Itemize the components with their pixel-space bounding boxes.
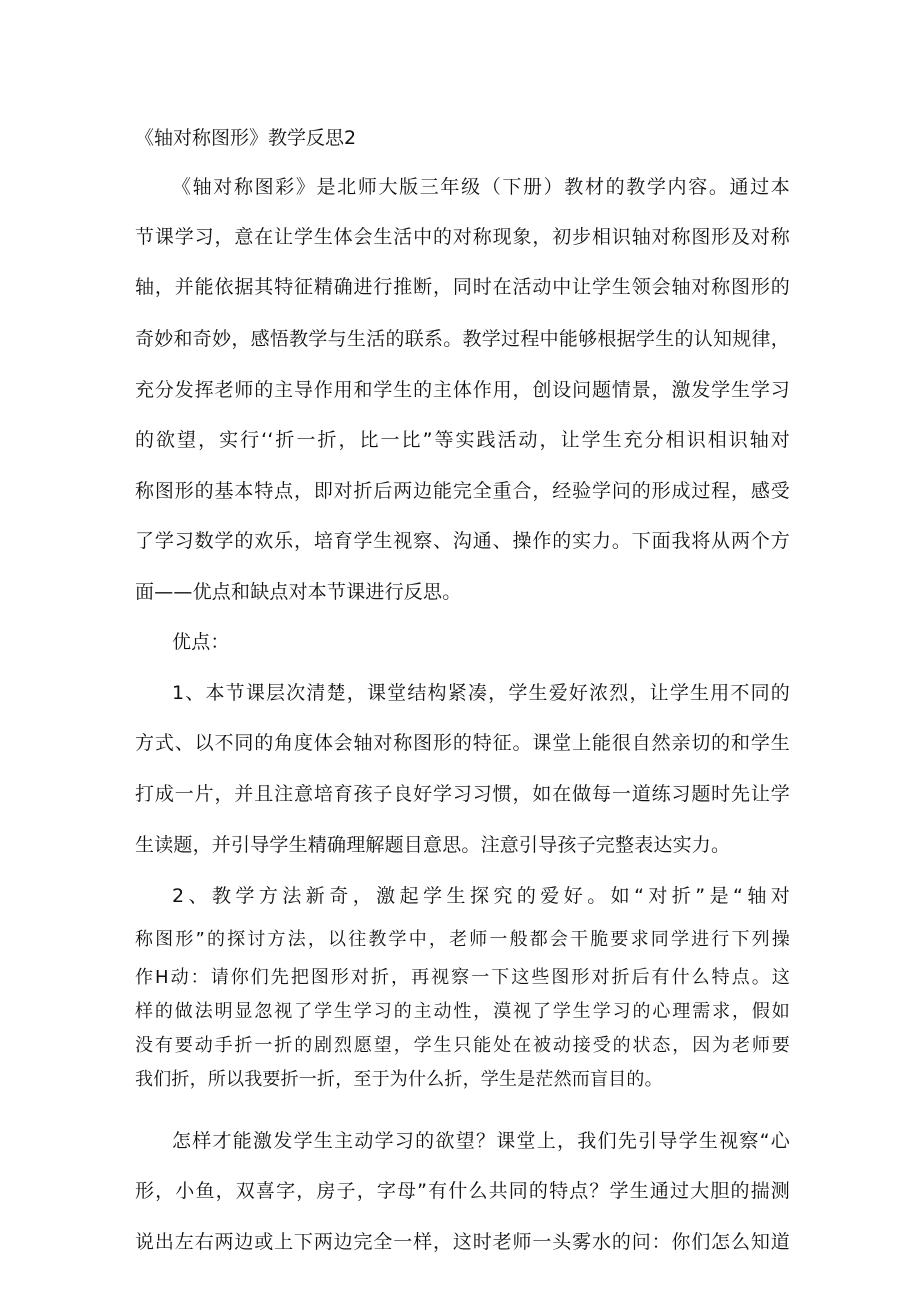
- paragraph-line: 充分发挥老师的主导作用和学生的主体作用，创设问题情景，激发学生学习: [135, 379, 790, 401]
- paragraph-line: 没有要动手折一折的剧烈愿望，学生只能处在被动接受的状态，因为老师要: [135, 1035, 790, 1056]
- paragraph-line: 2、教学方法新奇，激起学生探究的爱好。如“对折”是“轴对: [172, 885, 790, 907]
- paragraph-line: 打成一片，并且注意培育孩子良好学习习惯，如在做每一道练习题时先让学: [135, 783, 790, 805]
- paragraph-line: 的欲望，实行‘‘折一折，比一比”等实践活动，让学生充分相识相识轴对: [135, 429, 790, 451]
- paragraph-line: 称图形的基本特点，即对折后两边能完全重合，经验学问的形成过程，感受: [135, 480, 790, 502]
- paragraph-line: 节课学习，意在让学生体会生活中的对称现象，初步相识轴对称图形及对称: [135, 226, 790, 248]
- paragraph-line: 说出左右两边或上下两边完全一样，这时老师一头雾水的问：你们怎么知道: [135, 1231, 790, 1253]
- paragraph-line: 面——优点和缺点对本节课进行反思。: [135, 581, 462, 603]
- paragraph-line: 我们折，所以我要折一折，至于为什么折，学生是茫然而盲目的。: [135, 1069, 663, 1090]
- section-heading: 优点：: [172, 631, 230, 653]
- paragraph-line: 生读题，并引导学生精确理解题目意思。注意引导孩子完整表达实力。: [135, 834, 731, 856]
- document-title: 《轴对称图形》教学反思2: [135, 127, 357, 149]
- paragraph-line: 奇妙和奇妙，感悟教学与生活的联系。教学过程中能够根据学生的认知规律，: [135, 328, 790, 350]
- paragraph-line: 怎样才能激发学生主动学习的欲望？课堂上，我们先引导学生视察“心: [172, 1130, 790, 1152]
- paragraph-line: 方式、以不同的角度体会轴对称图形的特征。课堂上能很自然亲切的和学生: [135, 732, 790, 754]
- paragraph-line: 作H动：请你们先把图形对折，再视察一下这些图形对折后有什么特点。这: [135, 967, 790, 988]
- paragraph-line: 《轴对称图彩》是北师大版三年级（下册）教材的教学内容。通过本: [172, 176, 790, 198]
- paragraph-line: 1、本节课层次清楚，课堂结构紧凑，学生爱好浓烈，让学生用不同的: [172, 682, 790, 704]
- paragraph-line: 了学习数学的欢乐，培育学生视察、沟通、操作的实力。下面我将从两个方: [135, 530, 790, 552]
- paragraph-line: 称图形”的探讨方法，以往教学中，老师一般都会干脆要求同学进行下列操: [135, 929, 790, 950]
- paragraph-line: 形，小鱼，双喜字，房子，字母”有什么共同的特点？学生通过大胆的揣测: [135, 1180, 790, 1202]
- paragraph-line: 样的做法明显忽视了学生学习的主动性，漠视了学生学习的心理需求，假如: [135, 1001, 790, 1022]
- paragraph-line: 轴，并能依据其特征精确进行推断，同时在活动中让学生领会轴对称图形的: [135, 276, 790, 298]
